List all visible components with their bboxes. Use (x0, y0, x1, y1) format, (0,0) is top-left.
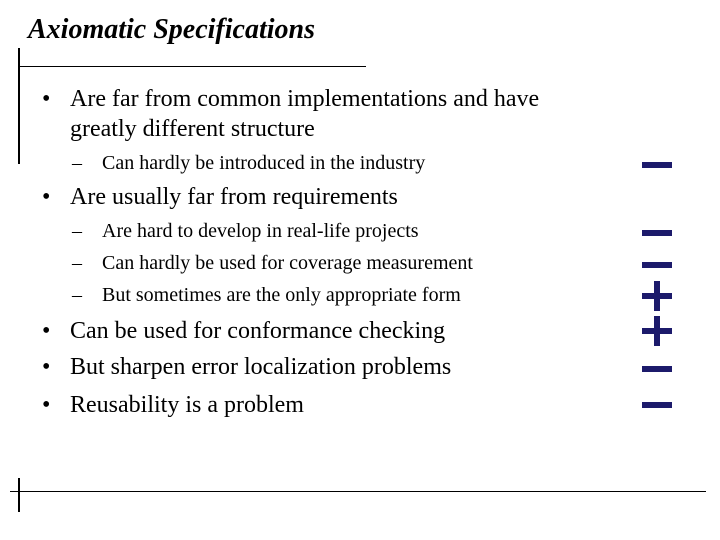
bullet-marker: • (42, 86, 51, 112)
slide-title: Axiomatic Specifications (28, 14, 315, 45)
sub-bullet-text: Can hardly be introduced in the industry (102, 152, 426, 174)
sub-bullet-text: Can hardly be used for coverage measurement (102, 252, 473, 274)
bullet-text: greatly different structure (70, 116, 315, 142)
dash-marker: – (72, 284, 82, 306)
sub-bullet-text: But sometimes are the only appropriate form (102, 284, 461, 306)
bullet-marker: • (42, 354, 51, 380)
bullet-text: Reusability is a problem (70, 392, 304, 418)
minus-icon (642, 354, 672, 384)
bullet-marker: • (42, 392, 51, 418)
bullet-marker: • (42, 318, 51, 344)
bullet-text: Can be used for conformance checking (70, 318, 446, 344)
bullet-text: Are usually far from requirements (70, 184, 398, 210)
title-underline (18, 66, 366, 67)
minus-icon (642, 390, 672, 420)
footer-line (10, 491, 706, 492)
dash-marker: – (72, 220, 82, 242)
dash-marker: – (72, 152, 82, 174)
dash-marker: – (72, 252, 82, 274)
minus-icon (642, 150, 672, 180)
minus-icon (642, 250, 672, 280)
footer-vertical-line (18, 478, 20, 512)
bullet-text: Are far from common implementations and have (70, 86, 540, 112)
plus-icon (642, 281, 672, 311)
sub-bullet-text: Are hard to develop in real-life projects (102, 220, 419, 242)
minus-icon (642, 218, 672, 248)
plus-icon (642, 316, 672, 346)
bullet-marker: • (42, 184, 51, 210)
bullet-text: But sharpen error localization problems (70, 354, 452, 380)
